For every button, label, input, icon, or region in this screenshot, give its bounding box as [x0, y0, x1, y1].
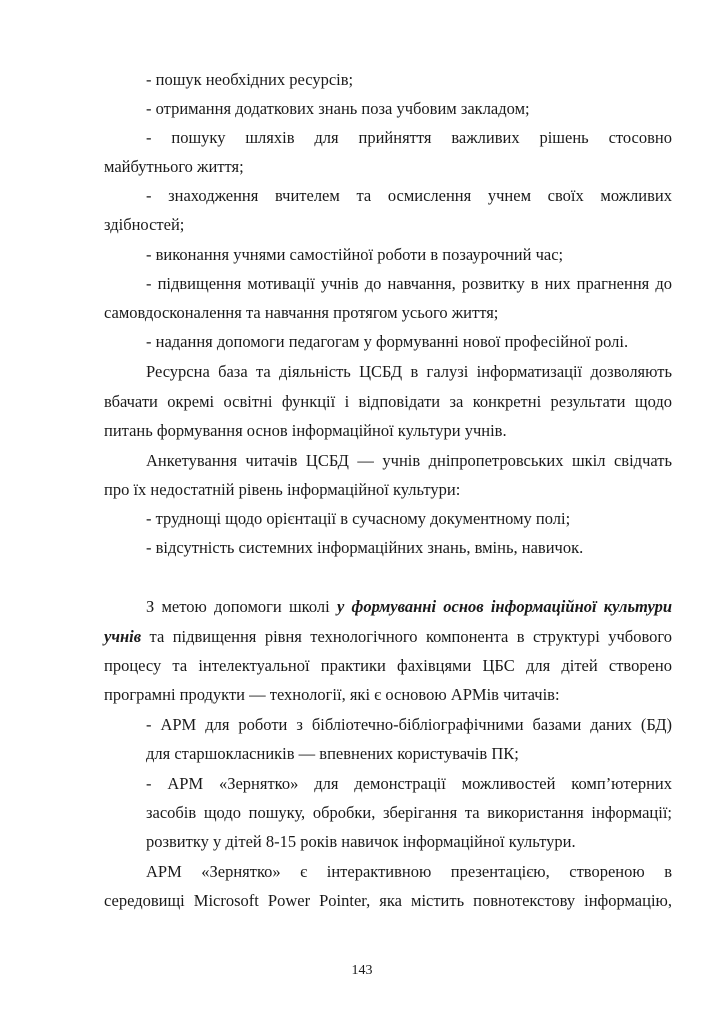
paragraph-line: Анкетування читачів ЦСБД — учнів дніпропетровських шкіл свідчать: [146, 451, 672, 470]
bullet-line: - пошук необхідних ресурсів;: [146, 70, 354, 89]
bullet-line: - підвищення мотивації учнів до навчання, розвитку в них прагнення до: [146, 274, 672, 293]
bullet-line: для старшокласників — впевнених користувачів ПК;: [146, 744, 519, 763]
paragraph-line: програмні продукти — технології, які є основою АРМів читачів:: [104, 685, 560, 704]
bullet-line: - пошуку шляхів для прийняття важливих рішень стосовно: [146, 128, 672, 147]
emphasis-text: у формуванні основ інформаційної культури: [336, 597, 672, 616]
plain-text: та підвищення рівня технологічного компонента в структурі учбового: [141, 627, 672, 646]
paragraph-line: процесу та інтелектуальної практики фахівцями ЦБС для дітей створено: [104, 656, 672, 675]
bullet-line: - отримання додаткових знань поза учбовим закладом;: [146, 99, 530, 118]
paragraph-line: питань формування основ інформаційної культури учнів.: [104, 421, 507, 440]
paragraph-line: [104, 627, 672, 647]
bullet-line: - виконання учнями самостійної роботи в позаурочний час;: [146, 245, 564, 264]
bullet-line: розвитку у дітей 8-15 років навичок інформаційної культури.: [146, 832, 576, 851]
plain-text: З метою допомоги школі: [146, 597, 337, 616]
bullet-line: - труднощі щодо орієнтації в сучасному документному полі;: [146, 509, 571, 528]
bullet-line: - АРМ для роботи з бібліотечно-бібліографічними базами даних (БД): [146, 715, 672, 734]
bullet-line: засобів щодо пошуку, обробки, зберігання та використання інформації;: [146, 803, 672, 822]
text-line: майбутнього життя;: [104, 157, 244, 176]
paragraph-line: середовищі Microsoft Power Pointer, яка містить повнотекстову інформацію,: [104, 891, 672, 910]
page-number: 143: [351, 963, 373, 978]
bullet-line: - надання допомоги педагогам у формуванні нової професійної ролі.: [146, 332, 629, 351]
paragraph-line: [146, 597, 672, 617]
paragraph-line: вбачати окремі освітні функції і відповідати за конкретні результати щодо: [104, 392, 672, 411]
text-line: самовдосконалення та навчання протягом усього життя;: [104, 303, 499, 322]
paragraph-line: Ресурсна база та діяльність ЦСБД в галузі інформатизації дозволяють: [146, 362, 672, 381]
paragraph-line: АРМ «Зернятко» є інтерактивною презентацією, створеною в: [146, 862, 672, 881]
emphasis-text: учнів: [104, 627, 142, 646]
paragraph-line: про їх недостатній рівень інформаційної культури:: [104, 480, 461, 499]
bullet-line: - знаходження вчителем та осмислення учнем своїх можливих: [146, 186, 672, 205]
bullet-line: - відсутність системних інформаційних знань, вмінь, навичок.: [146, 538, 584, 557]
bullet-line: - АРМ «Зернятко» для демонстрації можливостей комп’ютерних: [146, 774, 672, 793]
text-line: здібностей;: [104, 215, 185, 234]
